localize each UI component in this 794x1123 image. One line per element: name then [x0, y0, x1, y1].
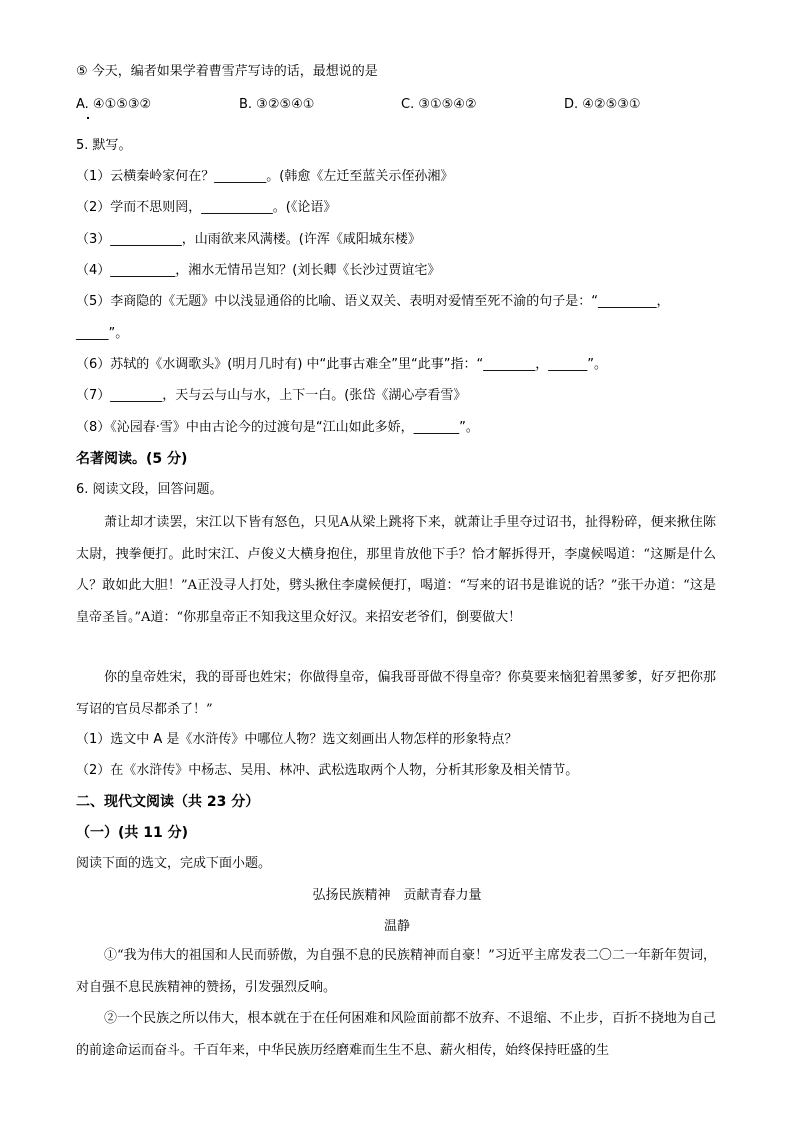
section-heading-modern: 二、现代文阅读（共 23 分）: [76, 794, 260, 810]
instruction: 阅读下面的选文，完成下面小题。: [76, 856, 272, 871]
q6-question-2: （2）在《水浒传》中杨志、吴用、林冲、武松选取两个人物，分析其形象及相关情节。: [76, 763, 579, 778]
q5-item-5-cont: _____”。: [76, 326, 129, 341]
q5-item-5: （5）李商隐的《无题》中以浅显通俗的比喻、语义双关、表明对爱情至死不渝的句子是：“_________，: [76, 294, 670, 309]
q5-item-8: （8）《沁园春·雪》中由古论今的过渡句是“江山如此多娇，_______”。: [76, 420, 479, 435]
article-author: 温静: [383, 919, 410, 934]
q4-option-b: B. ③②⑤④①: [239, 97, 315, 112]
article-paragraph-2: ②一个民族之所以伟大，根本就在于在任何困难和风险面前都不放弃、不退缩、不止步，百折不挠地为自己的前途命运而奋斗。千百年来，中华民族历经磨难而生生不息、薪火相传，始终保持旺盛的生: [76, 1011, 716, 1058]
q5-item-2: （2）学而不思则罔，___________。(《论语》: [76, 200, 337, 215]
section-heading-famous: 名著阅读。(5 分): [76, 451, 188, 467]
stray-dot: [87, 117, 89, 119]
q5-item-6: （6）苏轼的《水调歌头》(明月几时有) 中“此事古难全”里“此事”指：“________，______”。: [76, 357, 607, 372]
q4-option-a: A. ④①⑤③②: [76, 97, 152, 112]
q4-item-5: ⑤ 今天，编者如果学着曹雪芹写诗的话，最想说的是: [76, 64, 378, 79]
passage-paragraph-2: 你的皇帝姓宋，我的哥哥也姓宋；你做得皇帝，偏我哥哥做不得皇帝？你莫要来恼犯着黑爹爹，好歹把你那写诏的官员尽都杀了！”: [76, 670, 716, 717]
q6-title: 6. 阅读文段，回答问题。: [76, 482, 223, 497]
q5-item-1: （1）云横秦岭家何在？________。(韩愈《左迁至蓝关示侄孙湘》: [76, 169, 454, 184]
q6-question-1: （1）选文中 A 是《水浒传》中哪位人物？选文刻画出人物怎样的形象特点？: [76, 732, 518, 747]
q5-item-4: （4）__________，湘水无情吊岂知？(刘长卿《长沙过贾谊宅》: [76, 263, 441, 278]
sub-heading: （一）(共 11 分): [76, 825, 189, 841]
q4-option-c: C. ③①⑤④②: [401, 97, 477, 112]
article-paragraph-1: ①“我为伟大的祖国和人民而骄傲，为自强不息的民族精神而自豪！”习近平主席发表二〇二一年新年贺词，对自强不息民族精神的赞扬，引发强烈反响。: [76, 948, 716, 995]
q4-option-d: D. ④②⑤③①: [564, 97, 641, 112]
q5-item-3: （3）___________，山雨欲来风满楼。(许浑《咸阳城东楼》: [76, 232, 421, 247]
passage-paragraph-1: 萧让却才读罢，宋江以下皆有怒色，只见A从梁上跳将下来，就萧让手里夺过诏书，扯得粉碎，便来揪住陈太尉，拽拳便打。此时宋江、卢俊义大横身抱住，那里肯放他下手？恰才解拆得开，李虞候喝道：“这厮是什么人？敢如此大胆！”A正没寻人打处，劈头揪住李虞候便打，喝道：“写来的诏书是谁说的话？”张干办道：“这是皇帝圣旨。”A道：“你那皇帝正不知我这里众好汉。来招安老爷们，倒要做大！: [76, 515, 716, 625]
q5-item-7: （7）________，天与云与山与水，上下一白。(张岱《湖心亭看雪》: [76, 388, 467, 403]
q5-title: 5. 默写。: [76, 138, 132, 153]
article-title: 弘扬民族精神 贡献青春力量: [312, 888, 482, 903]
